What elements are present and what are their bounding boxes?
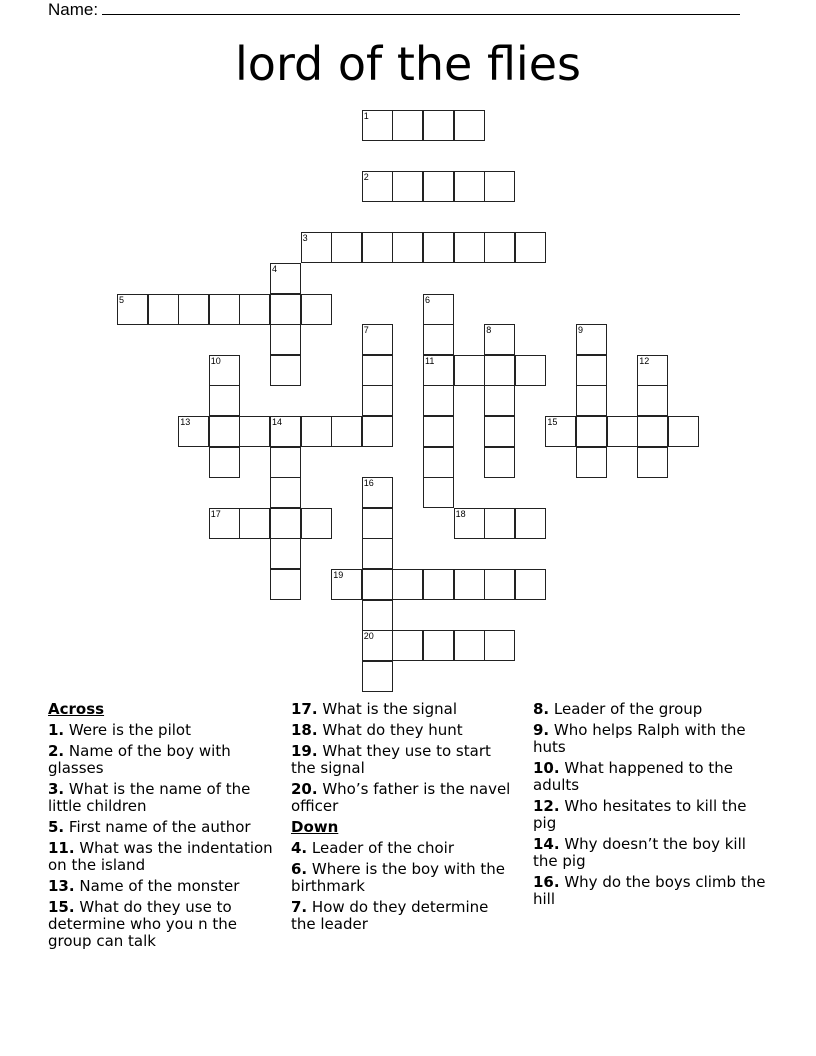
clue-text: Name of the monster xyxy=(74,877,240,895)
grid-cell[interactable] xyxy=(178,416,209,447)
down-clue xyxy=(291,899,516,933)
grid-cell[interactable] xyxy=(362,600,393,631)
clue-number: 18 xyxy=(455,508,466,519)
down-clue xyxy=(533,722,768,756)
clue-number: 6 xyxy=(425,294,431,305)
across-clue xyxy=(48,743,273,777)
grid-cell[interactable] xyxy=(423,630,454,661)
grid-cell[interactable] xyxy=(362,661,393,692)
grid-cell[interactable] xyxy=(484,508,515,539)
grid-cell[interactable] xyxy=(484,447,515,478)
clue-number: 17. xyxy=(291,700,318,718)
grid-cell[interactable] xyxy=(637,416,668,447)
grid-cell[interactable] xyxy=(209,294,240,325)
grid-cell[interactable] xyxy=(301,416,332,447)
grid-cell[interactable] xyxy=(423,477,454,508)
clue-number: 4 xyxy=(272,264,278,274)
grid-cell[interactable] xyxy=(454,630,485,661)
grid-cell[interactable] xyxy=(576,385,607,416)
across-clue xyxy=(291,781,516,815)
grid-cell[interactable] xyxy=(331,232,362,263)
clue-number: 8 xyxy=(486,325,492,336)
grid-cell[interactable] xyxy=(362,569,393,600)
across-clue xyxy=(291,722,516,739)
grid-cell[interactable] xyxy=(270,569,301,600)
grid-cell[interactable] xyxy=(423,232,454,263)
clue-number: 15 xyxy=(547,417,558,427)
grid-cell[interactable] xyxy=(607,416,638,447)
clue-text: Leader of the group xyxy=(549,700,703,718)
name-label: Name: xyxy=(48,0,99,19)
grid-cell[interactable] xyxy=(637,385,668,416)
clue-text: What do they hunt xyxy=(317,721,463,739)
clue-number: 12. xyxy=(533,797,560,815)
grid-cell[interactable] xyxy=(270,538,301,569)
clue-number: 11 xyxy=(425,355,435,366)
across-clue xyxy=(291,701,516,718)
across-clue xyxy=(48,722,273,739)
clue-text: What is the name of the little children xyxy=(48,780,251,815)
clue-text: Name of the boy with glasses xyxy=(48,742,231,777)
grid-cell[interactable] xyxy=(209,447,240,478)
grid-cell[interactable] xyxy=(209,508,240,539)
grid-cell[interactable] xyxy=(423,294,454,325)
grid-cell[interactable] xyxy=(239,294,270,325)
grid-cell[interactable] xyxy=(362,630,393,661)
clue-text: What do they use to determine who you n the group can talk xyxy=(48,898,237,950)
grid-cell[interactable] xyxy=(454,569,485,600)
grid-cell[interactable] xyxy=(392,110,423,141)
grid-cell[interactable] xyxy=(270,416,301,447)
grid-cell[interactable] xyxy=(637,447,668,478)
grid-cell[interactable] xyxy=(392,232,423,263)
grid-cell[interactable] xyxy=(270,294,301,325)
grid-cell[interactable] xyxy=(362,232,393,263)
grid-cell[interactable] xyxy=(392,569,423,600)
grid-cell[interactable] xyxy=(362,171,393,202)
clue-number: 9. xyxy=(533,721,550,739)
grid-cell[interactable] xyxy=(454,508,485,539)
grid-cell[interactable] xyxy=(576,324,607,355)
clue-text: Who’s father is the navel officer xyxy=(291,780,511,815)
clue-number: 10. xyxy=(533,759,560,777)
grid-cell[interactable] xyxy=(270,477,301,508)
page-title: lord of the flies xyxy=(235,37,581,91)
grid-cell[interactable] xyxy=(576,355,607,386)
across-clue xyxy=(48,899,273,950)
grid-cell[interactable] xyxy=(301,232,332,263)
grid-cell[interactable] xyxy=(484,630,515,661)
clue-number: 10 xyxy=(210,355,221,366)
grid-cell[interactable] xyxy=(423,324,454,355)
clue-number: 3. xyxy=(48,780,65,798)
clue-number: 12 xyxy=(639,355,650,366)
clue-number: 1. xyxy=(48,721,65,739)
grid-cell[interactable] xyxy=(484,416,515,447)
grid-cell[interactable] xyxy=(362,416,393,447)
clue-number: 6. xyxy=(291,860,308,878)
across-clue xyxy=(48,819,273,836)
grid-cell[interactable] xyxy=(454,171,485,202)
clue-number: 8. xyxy=(533,700,550,718)
clue-number: 15. xyxy=(48,898,75,916)
grid-cell[interactable] xyxy=(209,385,240,416)
grid-cell[interactable] xyxy=(239,508,270,539)
clue-number: 16. xyxy=(533,873,560,891)
clue-number: 20. xyxy=(291,780,318,798)
grid-cell[interactable] xyxy=(362,110,393,141)
grid-cell[interactable] xyxy=(209,416,240,447)
clue-text: Where is the boy with the birthmark xyxy=(291,860,505,895)
grid-cell[interactable] xyxy=(484,171,515,202)
grid-cell[interactable] xyxy=(270,447,301,478)
grid-cell[interactable] xyxy=(362,477,393,508)
clue-text: What is the signal xyxy=(317,700,458,718)
across-heading: Across xyxy=(48,700,105,718)
clue-text: Who helps Ralph with the huts xyxy=(533,721,746,756)
clue-number: 4. xyxy=(291,839,308,857)
clue-text: How do they determine the leader xyxy=(291,898,489,933)
clue-number: 5. xyxy=(48,818,65,836)
across-clue xyxy=(48,840,273,874)
grid-cell[interactable] xyxy=(454,232,485,263)
clue-number: 13 xyxy=(180,417,191,427)
clue-column-1 xyxy=(48,701,273,954)
grid-cell[interactable] xyxy=(515,355,546,386)
grid-cell[interactable] xyxy=(331,416,362,447)
grid-cell[interactable] xyxy=(392,630,423,661)
clue-number: 17 xyxy=(210,508,221,519)
clue-number: 1 xyxy=(363,111,369,121)
clue-number: 16 xyxy=(363,478,374,489)
grid-cell[interactable] xyxy=(454,110,485,141)
clue-text: First name of the author xyxy=(64,818,251,836)
clue-text: What they use to start the signal xyxy=(291,742,491,777)
clue-number: 20 xyxy=(363,631,374,642)
across-clue xyxy=(48,878,273,895)
clue-number: 3 xyxy=(302,233,308,244)
clue-number: 13. xyxy=(48,877,75,895)
grid-cell[interactable] xyxy=(270,508,301,539)
grid-cell[interactable] xyxy=(484,355,515,386)
down-clue xyxy=(291,840,516,857)
down-clue xyxy=(533,874,768,908)
grid-cell[interactable] xyxy=(668,416,699,447)
grid-cell[interactable] xyxy=(148,294,179,325)
clue-number: 7. xyxy=(291,898,308,916)
clue-number: 18. xyxy=(291,721,318,739)
clue-number: 11. xyxy=(48,839,75,857)
clue-column-3 xyxy=(533,701,768,912)
grid-cell[interactable] xyxy=(423,416,454,447)
clue-text: Were is the pilot xyxy=(64,721,191,739)
grid-cell[interactable] xyxy=(301,294,332,325)
grid-cell[interactable] xyxy=(515,508,546,539)
down-clue xyxy=(533,701,768,718)
grid-cell[interactable] xyxy=(454,355,485,386)
grid-cell[interactable] xyxy=(637,355,668,386)
clue-number: 2 xyxy=(363,172,369,183)
grid-cell[interactable] xyxy=(270,263,301,294)
grid-cell[interactable] xyxy=(423,110,454,141)
grid-cell[interactable] xyxy=(484,385,515,416)
down-clue xyxy=(533,760,768,794)
clue-text: Who hesitates to kill the pig xyxy=(533,797,747,832)
grid-cell[interactable] xyxy=(576,447,607,478)
down-clue xyxy=(533,798,768,832)
grid-cell[interactable] xyxy=(423,447,454,478)
clue-text: Leader of the choir xyxy=(307,839,454,857)
grid-cell[interactable] xyxy=(423,171,454,202)
clue-text: What was the indentation on the island xyxy=(48,839,273,874)
clue-text: Why do the boys climb the hill xyxy=(533,873,766,908)
grid-cell[interactable] xyxy=(270,355,301,386)
across-clue xyxy=(291,743,516,777)
grid-cell[interactable] xyxy=(515,232,546,263)
grid-cell[interactable] xyxy=(331,569,362,600)
down-clue xyxy=(291,861,516,895)
clue-text: Why doesn’t the boy kill the pig xyxy=(533,835,746,870)
clue-number: 7 xyxy=(363,325,369,336)
grid-cell[interactable] xyxy=(362,508,393,539)
clue-number: 2. xyxy=(48,742,65,760)
clue-column-2 xyxy=(291,701,516,937)
grid-cell[interactable] xyxy=(178,294,209,325)
grid-cell[interactable] xyxy=(362,385,393,416)
grid-cell[interactable] xyxy=(515,569,546,600)
grid-cell[interactable] xyxy=(362,324,393,355)
clue-number: 9 xyxy=(578,325,584,336)
grid-cell[interactable] xyxy=(209,355,240,386)
grid-cell[interactable] xyxy=(484,569,515,600)
grid-cell[interactable] xyxy=(239,416,270,447)
grid-cell[interactable] xyxy=(117,294,148,325)
grid-cell[interactable] xyxy=(362,355,393,386)
grid-cell[interactable] xyxy=(484,324,515,355)
grid-cell[interactable] xyxy=(362,538,393,569)
clue-number: 19 xyxy=(333,570,344,580)
grid-cell[interactable] xyxy=(392,171,423,202)
clue-number: 14. xyxy=(533,835,560,853)
grid-cell[interactable] xyxy=(545,416,576,447)
grid-cell[interactable] xyxy=(423,569,454,600)
clue-number: 14 xyxy=(272,417,283,427)
grid-cell[interactable] xyxy=(576,416,607,447)
grid-cell[interactable] xyxy=(484,232,515,263)
grid-cell[interactable] xyxy=(301,508,332,539)
clue-number: 19. xyxy=(291,742,318,760)
clue-text: What happened to the adults xyxy=(533,759,733,794)
down-clue xyxy=(533,836,768,870)
clue-number: 5 xyxy=(119,294,125,305)
grid-cell[interactable] xyxy=(423,355,454,386)
grid-cell[interactable] xyxy=(270,324,301,355)
grid-cell[interactable] xyxy=(423,385,454,416)
across-clue xyxy=(48,781,273,815)
down-heading: Down xyxy=(291,818,339,836)
